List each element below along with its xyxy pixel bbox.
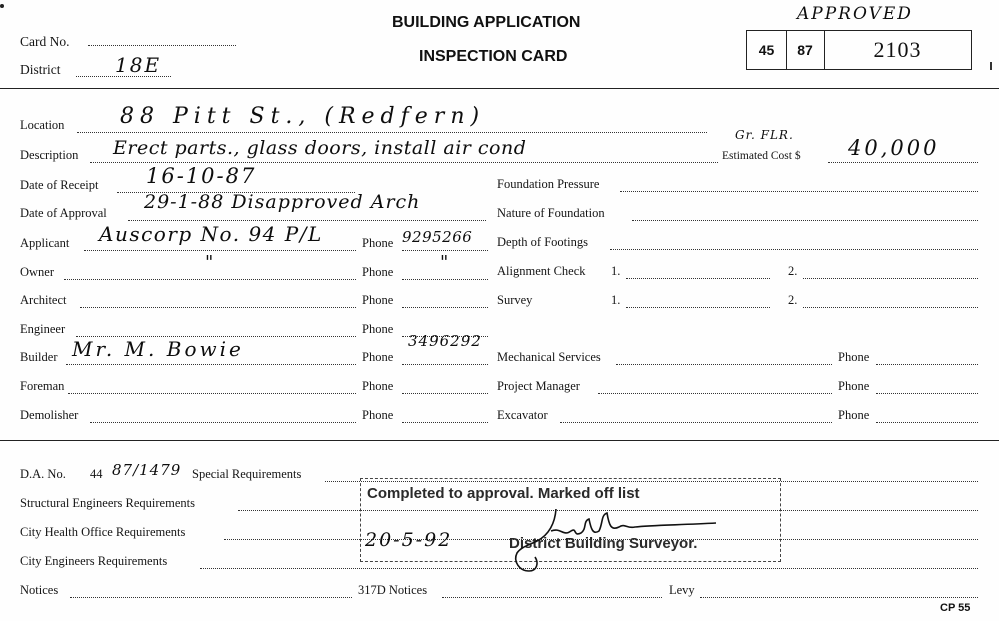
applicant-value: Auscorp No. 94 P/L xyxy=(99,222,323,246)
stamp-line2: District Building Surveyor. xyxy=(509,535,698,552)
completion-stamp xyxy=(360,478,781,562)
depth-footings-field xyxy=(610,249,978,250)
owner-phone-label: Phone xyxy=(362,265,394,279)
location-field xyxy=(77,132,707,133)
estimated-cost-label: Estimated Cost $ xyxy=(722,150,801,162)
stamp-line1: Completed to approval. Marked off list xyxy=(367,485,640,502)
builder-label: Builder xyxy=(20,350,58,364)
survey-field-2 xyxy=(803,307,978,308)
builder-phone-field xyxy=(402,364,488,365)
card-no-field xyxy=(88,45,236,46)
builder-field xyxy=(66,364,356,365)
survey-item-2: 2. xyxy=(788,293,798,307)
builder-value: Mr. M. Bowie xyxy=(72,337,244,361)
date-receipt-label: Date of Receipt xyxy=(20,178,99,192)
alignment-item-2: 2. xyxy=(788,264,798,278)
alignment-field-2 xyxy=(803,278,978,279)
survey-field-1 xyxy=(626,307,770,308)
excavator-field xyxy=(560,422,832,423)
card-number-box xyxy=(746,30,972,70)
notices-317d-field xyxy=(442,597,662,598)
architect-phone-field xyxy=(402,307,488,308)
owner-label: Owner xyxy=(20,265,55,279)
applicant-phone-value: 9295266 xyxy=(402,228,473,246)
da-no-label: D.A. No. xyxy=(20,467,66,481)
section-divider xyxy=(0,440,999,441)
date-approval-label: Date of Approval xyxy=(20,206,107,220)
survey-label: Survey xyxy=(497,293,533,307)
district-value: 18E xyxy=(115,53,162,77)
excavator-phone-field xyxy=(876,422,978,423)
foreman-label: Foreman xyxy=(20,379,65,393)
builder-phone-label: Phone xyxy=(362,350,394,364)
architect-field xyxy=(80,307,356,308)
notices-317d-label: 317D Notices xyxy=(358,583,428,597)
foundation-pressure-field xyxy=(620,191,978,192)
district-label: District xyxy=(20,62,61,77)
mechanical-phone-field xyxy=(876,364,978,365)
depth-footings-label: Depth of Footings xyxy=(497,235,588,249)
applicant-field xyxy=(84,250,356,251)
date-approval-value: 29-1-88 Disapproved Arch xyxy=(144,191,421,213)
description-label: Description xyxy=(20,148,79,162)
demolisher-phone-label: Phone xyxy=(362,408,394,422)
corner-mark xyxy=(0,4,4,8)
health-label: City Health Office Requirements xyxy=(20,525,186,539)
signature-icon xyxy=(511,501,741,577)
project-manager-phone-label: Phone xyxy=(838,379,870,393)
card-no-label: Card No. xyxy=(20,34,70,49)
alignment-item-1: 1. xyxy=(611,264,621,278)
city-eng-label: City Engineers Requirements xyxy=(20,554,168,568)
form-code: CP 55 xyxy=(940,602,971,614)
location-value: 88 Pitt St., (Redfern) xyxy=(120,104,486,129)
levy-label: Levy xyxy=(669,583,695,597)
mechanical-field xyxy=(616,364,832,365)
applicant-phone-label: Phone xyxy=(362,236,394,250)
stamp-date: 20-5-92 xyxy=(365,529,453,551)
location-label: Location xyxy=(20,118,65,132)
project-manager-phone-field xyxy=(876,393,978,394)
header-divider xyxy=(0,88,999,89)
description-field xyxy=(90,162,718,163)
date-receipt-value: 16-10-87 xyxy=(146,164,257,188)
demolisher-label: Demolisher xyxy=(20,408,79,422)
notices-label: Notices xyxy=(20,583,59,597)
engineer-phone-label: Phone xyxy=(362,322,394,336)
engineer-label: Engineer xyxy=(20,322,66,336)
nature-foundation-field xyxy=(632,220,978,221)
demolisher-phone-field xyxy=(402,422,488,423)
levy-field xyxy=(700,597,978,598)
notices-field xyxy=(70,597,352,598)
project-manager-field xyxy=(598,393,832,394)
box-cell-1: 45 xyxy=(747,31,787,69)
form-title: BUILDING APPLICATION xyxy=(392,14,581,31)
owner-field xyxy=(64,279,356,280)
box-card-number: 2103 xyxy=(873,37,922,62)
demolisher-field xyxy=(90,422,356,423)
survey-item-1: 1. xyxy=(611,293,621,307)
form-subtitle: INSPECTION CARD xyxy=(419,48,568,65)
alignment-field-1 xyxy=(626,278,770,279)
edge-mark xyxy=(990,62,992,70)
foreman-phone-field xyxy=(402,393,488,394)
architect-phone-label: Phone xyxy=(362,293,394,307)
estimated-cost-value: 40,000 xyxy=(848,136,940,160)
da-no-prefix: 44 xyxy=(90,467,103,481)
owner-phone-field xyxy=(402,279,488,280)
applicant-label: Applicant xyxy=(20,236,70,250)
gr-flr-note: Gr. FLR. xyxy=(735,128,794,142)
box-cell-2: 87 xyxy=(786,31,825,69)
architect-label: Architect xyxy=(20,293,67,307)
project-manager-label: Project Manager xyxy=(497,379,580,393)
special-req-label: Special Requirements xyxy=(192,467,302,481)
alignment-check-label: Alignment Check xyxy=(497,264,586,278)
foreman-phone-label: Phone xyxy=(362,379,394,393)
owner-phone-value: " xyxy=(440,252,451,273)
excavator-phone-label: Phone xyxy=(838,408,870,422)
date-approval-field xyxy=(128,220,486,221)
excavator-label: Excavator xyxy=(497,408,548,422)
applicant-phone-field xyxy=(402,250,488,251)
estimated-cost-field xyxy=(828,162,978,163)
description-value: Erect parts., glass doors, install air cond xyxy=(113,137,527,159)
structural-label: Structural Engineers Requirements xyxy=(20,496,195,510)
mechanical-label: Mechanical Services xyxy=(497,350,601,364)
da-no-value: 87/1479 xyxy=(112,461,182,479)
approved-handwritten: APPROVED xyxy=(797,4,913,24)
owner-value: " xyxy=(205,252,216,273)
builder-phone-value: 3496292 xyxy=(408,332,482,350)
foreman-field xyxy=(68,393,356,394)
foundation-pressure-label: Foundation Pressure xyxy=(497,177,600,191)
mechanical-phone-label: Phone xyxy=(838,350,870,364)
nature-foundation-label: Nature of Foundation xyxy=(497,206,605,220)
